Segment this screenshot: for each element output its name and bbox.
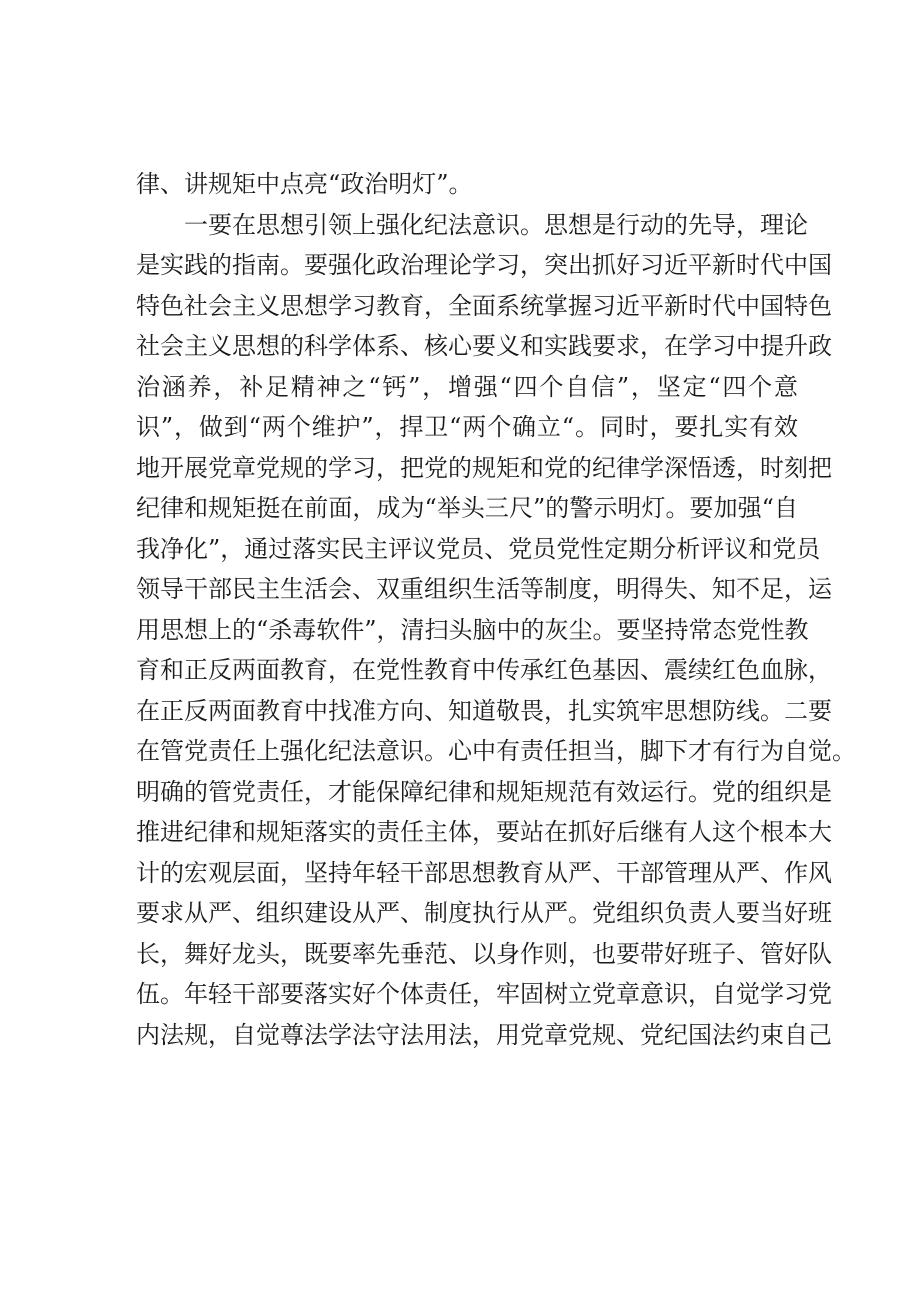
text-line: 明确的管党责任，才能保障纪律和规矩规范有效运行。党的组织是 bbox=[136, 777, 832, 806]
text-line: 地开展党章党规的学习，把党的规矩和党的纪律学深悟透，时刻把 bbox=[136, 453, 832, 482]
text-line: 长，舞好龙头，既要率先垂范、以身作则，也要带好班子、管好队 bbox=[136, 939, 832, 968]
body-text bbox=[136, 164, 856, 1055]
text-line: 要求从严、组织建设从严、制度执行从严。党组织负责人要当好班 bbox=[136, 899, 832, 927]
text-line: 是实践的指南。要强化政治理论学习，突出抓好习近平新时代中国 bbox=[136, 251, 832, 279]
text-line: 我净化”，通过落实民主评议党员、党员党性定期分析评议和党员 bbox=[136, 534, 821, 563]
text-line: 计的宏观层面，坚持年轻干部思想教育从严、干部管理从严、作风 bbox=[136, 858, 832, 887]
text-line: 识”，做到“两个维护”，捍卫“两个确立“。同时，要扎实有效 bbox=[136, 413, 798, 441]
paragraph-first-line: 一要在思想引领上强化纪法意识。思想是行动的先导，理论 bbox=[184, 210, 808, 239]
text-line: 特色社会主义思想学习教育，全面系统掌握习近平新时代中国特色 bbox=[136, 291, 832, 320]
text-line: 在正反两面教育中找准方向、知道敬畏，扎实筑牢思想防线。二要 bbox=[136, 696, 832, 725]
text-line: 领导干部民主生活会、双重组织生活等制度，明得失、知不足，运 bbox=[136, 575, 832, 603]
text-line: 律、讲规矩中点亮“政治明灯”。 bbox=[136, 170, 473, 198]
text-line: 内法规，自觉尊法学法守法用法，用党章党规、党纪国法约束自己 bbox=[136, 1020, 832, 1049]
text-line: 社会主义思想的科学体系、核心要义和实践要求，在学习中提升政 bbox=[136, 332, 832, 360]
text-line: 育和正反两面教育，在党性教育中传承红色基因、震续红色血脉， bbox=[136, 656, 832, 684]
text-line: 治涵养，补足精神之“钙”，增强“四个自信”，坚定“四个意 bbox=[136, 372, 798, 401]
text-line: 用思想上的“杀毒软件”，清扫头脑中的灰尘。要坚持常态党性教 bbox=[136, 615, 809, 644]
text-line: 在管党责任上强化纪法意识。心中有责任担当，脚下才有行为自觉。 bbox=[136, 737, 856, 765]
text-line: 伍。年轻干部要落实好个体责任，牢固树立党章意识，自觉学习党 bbox=[136, 980, 832, 1008]
text-line: 纪律和规矩挺在前面，成为“举头三尺”的警示明灯。要加强“自 bbox=[136, 494, 798, 522]
text-line: 推进纪律和规矩落实的责任主体，要站在抓好后继有人这个根本大 bbox=[136, 818, 832, 846]
